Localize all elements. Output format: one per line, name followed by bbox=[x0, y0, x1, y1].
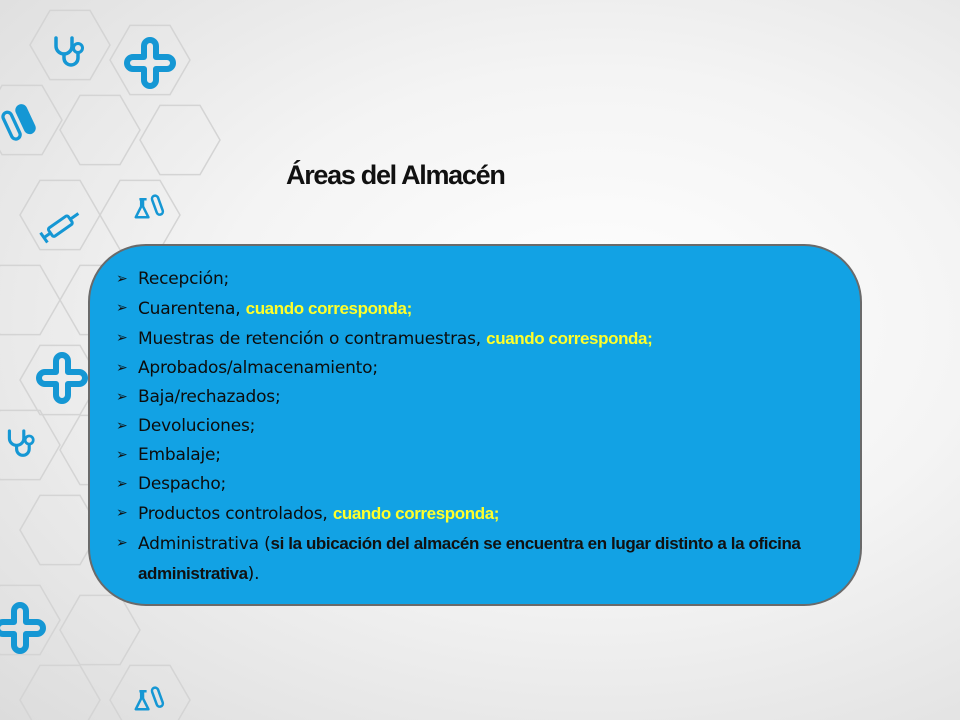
bullet-arrow-icon: ➢ bbox=[116, 360, 128, 376]
item-tail: ). bbox=[247, 564, 260, 584]
list-item-despacho bbox=[114, 470, 834, 499]
medical-cross-icon bbox=[127, 40, 173, 86]
list-item-muestras bbox=[114, 324, 834, 354]
bullet-arrow-icon: ➢ bbox=[116, 447, 128, 463]
item-text: Despacho; bbox=[138, 474, 227, 494]
list-item-controlados bbox=[114, 499, 834, 529]
bullet-arrow-icon: ➢ bbox=[116, 505, 128, 521]
bullet-arrow-icon: ➢ bbox=[116, 300, 128, 316]
hexagon-outline bbox=[140, 105, 220, 174]
hexagon-outline bbox=[20, 665, 100, 720]
page-title: Áreas del Almacén bbox=[286, 160, 505, 190]
item-highlight: cuando corresponda bbox=[486, 329, 648, 348]
list-item-baja bbox=[114, 383, 834, 412]
list-item-cuarentena bbox=[114, 294, 834, 324]
bullet-arrow-icon: ➢ bbox=[116, 271, 128, 287]
item-bold-note: si la ubicación del almacén se encuentra en lugar distinto a la oficina administrativa bbox=[138, 534, 801, 583]
stethoscope-icon bbox=[56, 38, 83, 65]
bullet-arrow-icon: ➢ bbox=[116, 389, 128, 405]
item-tail: ; bbox=[647, 329, 653, 348]
hexagon-outline bbox=[0, 265, 60, 334]
item-text: Muestras de retención o contramuestras, bbox=[138, 329, 487, 349]
hexagon-outline bbox=[100, 180, 180, 249]
hexagon-outline bbox=[20, 180, 100, 249]
medical-cross-icon bbox=[0, 605, 43, 651]
syringe-icon bbox=[41, 209, 82, 243]
item-text: Productos controlados, bbox=[138, 504, 333, 524]
areas-list bbox=[114, 265, 834, 589]
item-highlight: cuando corresponda bbox=[332, 504, 494, 523]
item-text: Devoluciones; bbox=[138, 416, 256, 436]
item-highlight: cuando corresponda bbox=[245, 299, 407, 318]
lab-flasks-icon bbox=[136, 687, 164, 709]
list-item-recepcion bbox=[114, 265, 834, 294]
stethoscope-icon bbox=[9, 431, 33, 455]
bullet-arrow-icon: ➢ bbox=[116, 535, 128, 551]
bullet-arrow-icon: ➢ bbox=[116, 330, 128, 346]
lab-flasks-icon bbox=[136, 195, 164, 217]
test-tubes-icon bbox=[2, 104, 36, 140]
item-tail: ; bbox=[493, 504, 500, 523]
item-text: Recepción; bbox=[138, 269, 230, 289]
hexagon-outline bbox=[60, 595, 140, 664]
list-item-administrativa bbox=[114, 529, 834, 589]
list-item-aprobados bbox=[114, 354, 834, 383]
bullet-arrow-icon: ➢ bbox=[116, 476, 128, 492]
item-text: Cuarentena, bbox=[138, 299, 246, 319]
hexagon-outline bbox=[110, 665, 190, 720]
hexagon-outline bbox=[60, 95, 140, 164]
bullet-arrow-icon: ➢ bbox=[116, 418, 128, 434]
item-text: Administrativa ( bbox=[138, 534, 271, 554]
item-text: Baja/rechazados; bbox=[138, 387, 281, 407]
item-tail: ; bbox=[406, 299, 412, 318]
list-item-devoluciones bbox=[114, 412, 834, 441]
hexagon-outline bbox=[30, 10, 110, 79]
medical-cross-icon bbox=[39, 355, 85, 401]
item-text: Aprobados/almacenamiento; bbox=[138, 358, 378, 378]
list-item-embalaje bbox=[114, 441, 834, 470]
item-text: Embalaje; bbox=[138, 445, 221, 465]
